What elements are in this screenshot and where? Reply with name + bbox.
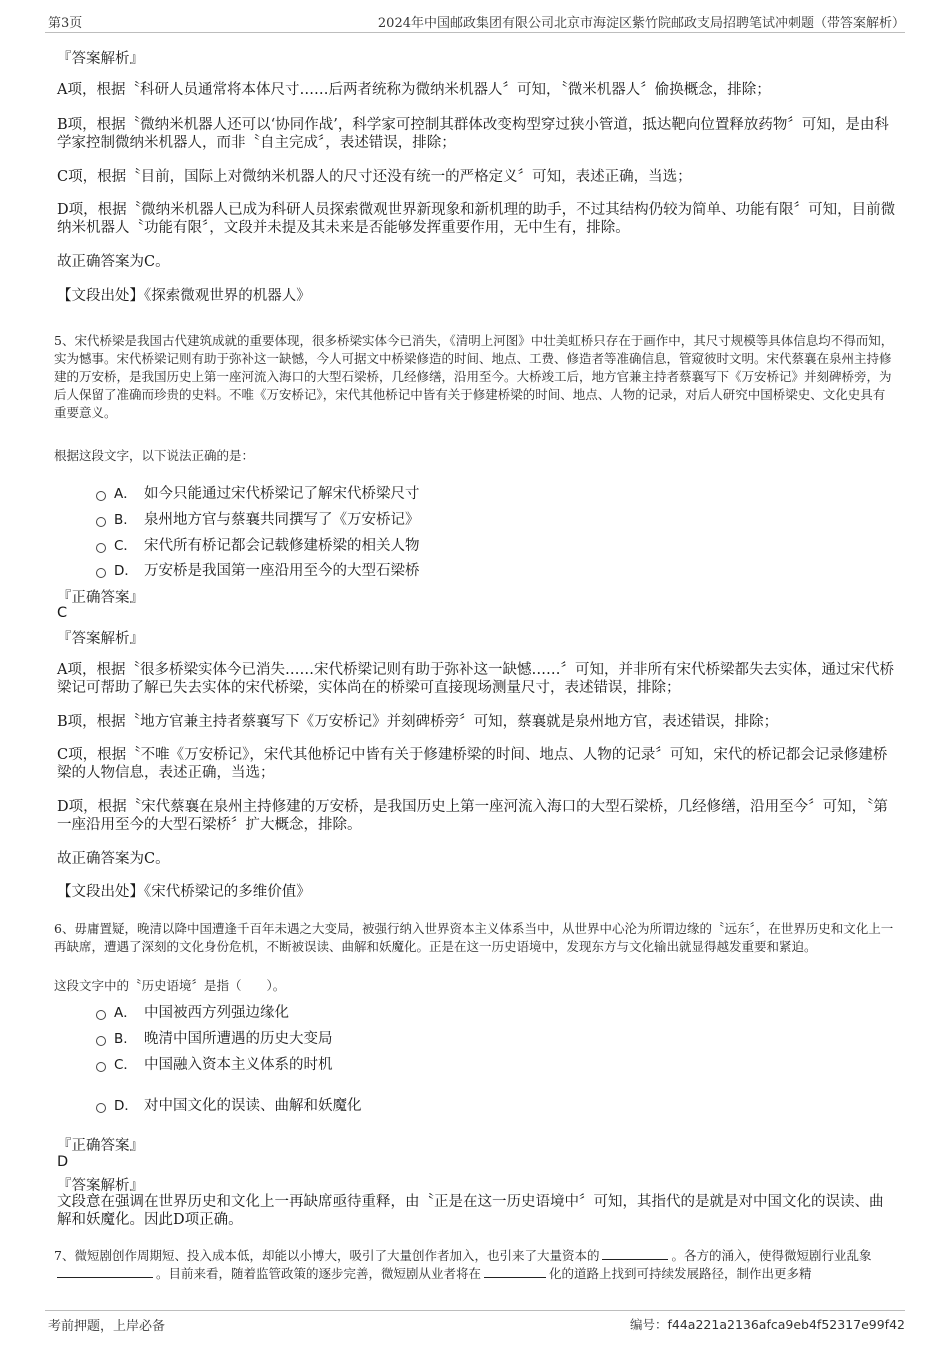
source-citation: 【文段出处】《探索微观世界的机器人》 xyxy=(57,288,311,304)
option-letter: D． xyxy=(114,563,138,579)
analysis-label: 『答案解析』 xyxy=(57,1178,144,1194)
analysis-text: 文段意在强调在世界历史和文化上一再缺席亟待重释，由〝正是在这一历史语境中〞可知，其指代的是就是对中国文化的误读、曲解和妖魔化。因此D项正确。 xyxy=(57,1194,884,1228)
analysis-conclusion: 故正确答案为C。 xyxy=(57,254,170,270)
page-number: 第3页 xyxy=(48,16,83,31)
correct-answer: D xyxy=(57,1154,69,1170)
footer-slogan: 考前押题，上岸必备 xyxy=(48,1319,166,1334)
stem-part-2: 。各方的涌入，使得微短剧行业乱象 xyxy=(671,1248,872,1263)
document-title: 2024年中国邮政集团有限公司北京市海淀区紫竹院邮政支局招聘笔试冲刺题（带答案解析） xyxy=(377,16,905,31)
analysis-option-a: A项，根据〝科研人员通常将本体尺寸……后两者统称为微纳米机器人〞可知，〝微米机器人〞偷换概念，排除； xyxy=(57,82,771,98)
answer-label: 『正确答案』 xyxy=(57,1138,144,1154)
source-citation: 【文段出处】《宋代桥梁记的多维价值》 xyxy=(57,884,311,900)
option-d[interactable] xyxy=(96,1094,362,1114)
radio-icon[interactable] xyxy=(96,491,106,501)
page-header xyxy=(45,10,905,33)
stem-part-4: 化的道路上找到可持续发展路径，制作出更多精 xyxy=(549,1266,812,1281)
analysis-option-b: B项，根据〝地方官兼主持者蔡襄写下《万安桥记》并刻碑桥旁〞可知，蔡襄就是泉州地方官，表述错误，排除； xyxy=(57,714,779,730)
option-c[interactable] xyxy=(96,534,420,554)
analysis-option-b: B项，根据〝微纳米机器人还可以‘协同作战’，科学家可控制其群体改变构型穿过狭小管道，抵达靶向位置释放药物〞可知，是由科学家控制微纳米机器人，而非〝自主完成〞，表述错误，排除； xyxy=(57,117,889,151)
radio-icon[interactable] xyxy=(96,543,106,553)
option-letter: D． xyxy=(114,1098,138,1114)
option-a[interactable] xyxy=(96,482,420,502)
analysis-label: 『答案解析』 xyxy=(57,631,144,647)
option-text: 万安桥是我国第一座沿用至今的大型石梁桥 xyxy=(144,563,420,579)
analysis-option-d: D项，根据〝宋代蔡襄在泉州主持修建的万安桥，是我国历史上第一座河流入海口的大型石梁桥，几经修缮，沿用至今〞可知，〝第一座沿用至今的大型石梁桥〞扩大概念，排除。 xyxy=(57,799,888,833)
radio-icon[interactable] xyxy=(96,1036,106,1046)
option-b[interactable] xyxy=(96,1027,333,1047)
analysis-conclusion: 故正确答案为C。 xyxy=(57,851,170,867)
option-letter: B. xyxy=(114,512,128,528)
stem-part-1: 7、微短剧创作周期短、投入成本低，却能以小博大，吸引了大量创作者加入，也引来了大量资本的 xyxy=(54,1248,600,1263)
question-stem: 6、毋庸置疑，晚清以降中国遭逢千百年未遇之大变局，被强行纳入世界资本主义体系当中，从世界中心沦为所谓边缘的〝远东〞，在世界历史和文化上一再缺席，遭遇了深刻的文化身份危机，不断被误读、曲解和妖魔化。正是在这一历史语境中，发现东方与文化输出就显得越发重要和紧迫。 xyxy=(54,921,894,954)
analysis-option-c: C项，根据〝目前，国际上对微纳米机器人的尺寸还没有统一的严格定义〞可知，表述正确，当选； xyxy=(57,169,692,185)
option-letter: A． xyxy=(114,1005,137,1021)
fill-blank-1 xyxy=(602,1247,668,1260)
option-text: 中国融入资本主义体系的时机 xyxy=(144,1057,333,1073)
radio-icon[interactable] xyxy=(96,1103,106,1113)
option-text: 泉州地方官与蔡襄共同撰写了《万安桥记》 xyxy=(144,512,420,528)
option-b[interactable] xyxy=(96,508,420,528)
analysis-option-a: A项，根据〝很多桥梁实体今已消失……宋代桥梁记则有助于弥补这一缺憾……〞可知，并非所有宋代桥梁都失去实体，通过宋代桥梁记可帮助了解已失去实体的宋代桥梁，实体尚在的桥梁可直接现场测量尺寸，表述错误，排除； xyxy=(57,662,894,696)
analysis-label: 『答案解析』 xyxy=(57,51,144,67)
question-stem xyxy=(54,1247,896,1283)
fill-blank-2 xyxy=(57,1265,153,1278)
option-c[interactable] xyxy=(96,1053,333,1073)
option-text: 中国被西方列强边缘化 xyxy=(144,1005,289,1021)
question-prompt: 这段文字中的〝历史语境〞是指（ ）。 xyxy=(54,978,286,993)
question-stem: 5、宋代桥梁是我国古代建筑成就的重要体现，很多桥梁实体今已消失，《清明上河图》中壮美虹桥只存在于画作中，其尺寸规模等具体信息均不得而知，实为憾事。宋代桥梁记则有助于弥补这一缺憾，今人可据文中桥梁修造的时间、地点、工费、修造者等准确信息，管窥彼时文明。宋代蔡襄在泉州主持修建的万安桥，是我国历史上第一座河流入海口的大型石梁桥，几经修缮，沿用至今。大桥竣工后，地方官兼主持者蔡襄写下《万安桥记》并刻碑桥旁，为后人保留了准确而珍贵的史料。不唯《万安桥记》，宋代其他桥记中皆有关于修建桥梁的时间、地点、人物的记录，对后人研究中国桥梁史、文化史具有重要意义。 xyxy=(54,333,894,420)
answer-label: 『正确答案』 xyxy=(57,590,144,606)
correct-answer: C xyxy=(57,605,68,621)
fill-blank-3 xyxy=(484,1265,546,1278)
document-id: 编号：f44a221a2136afca9eb4f52317e99f42 xyxy=(630,1317,905,1332)
radio-icon[interactable] xyxy=(96,1062,106,1072)
radio-icon[interactable] xyxy=(96,517,106,527)
stem-part-3: 。目前来看，随着监管政策的逐步完善，微短剧从业者将在 xyxy=(156,1266,482,1281)
question-prompt: 根据这段文字，以下说法正确的是： xyxy=(54,448,255,463)
analysis-option-c: C项，根据〝不唯《万安桥记》，宋代其他桥记中皆有关于修建桥梁的时间、地点、人物的记录〞可知，宋代的桥记都会记录修建桥梁的人物信息，表述正确，当选； xyxy=(57,747,888,781)
option-text: 对中国文化的误读、曲解和妖魔化 xyxy=(144,1098,362,1114)
option-letter: B. xyxy=(114,1031,128,1047)
option-letter: C． xyxy=(114,538,137,554)
analysis-option-d: D项，根据〝微纳米机器人已成为科研人员探索微观世界新现象和新机理的助手，不过其结构仍较为简单、功能有限〞可知，目前微纳米机器人〝功能有限〞，文段并未提及其未来是否能够发挥重要作用，无中生有，排除。 xyxy=(57,202,896,236)
radio-icon[interactable] xyxy=(96,568,106,578)
option-text: 宋代所有桥记都会记载修建桥梁的相关人物 xyxy=(144,538,420,554)
option-d[interactable] xyxy=(96,559,420,579)
option-a[interactable] xyxy=(96,1001,289,1021)
option-letter: C． xyxy=(114,1057,137,1073)
option-letter: A． xyxy=(114,486,137,502)
page-footer xyxy=(45,1310,905,1335)
option-text: 晚清中国所遭遇的历史大变局 xyxy=(144,1031,333,1047)
option-text: 如今只能通过宋代桥梁记了解宋代桥梁尺寸 xyxy=(144,486,420,502)
radio-icon[interactable] xyxy=(96,1010,106,1020)
